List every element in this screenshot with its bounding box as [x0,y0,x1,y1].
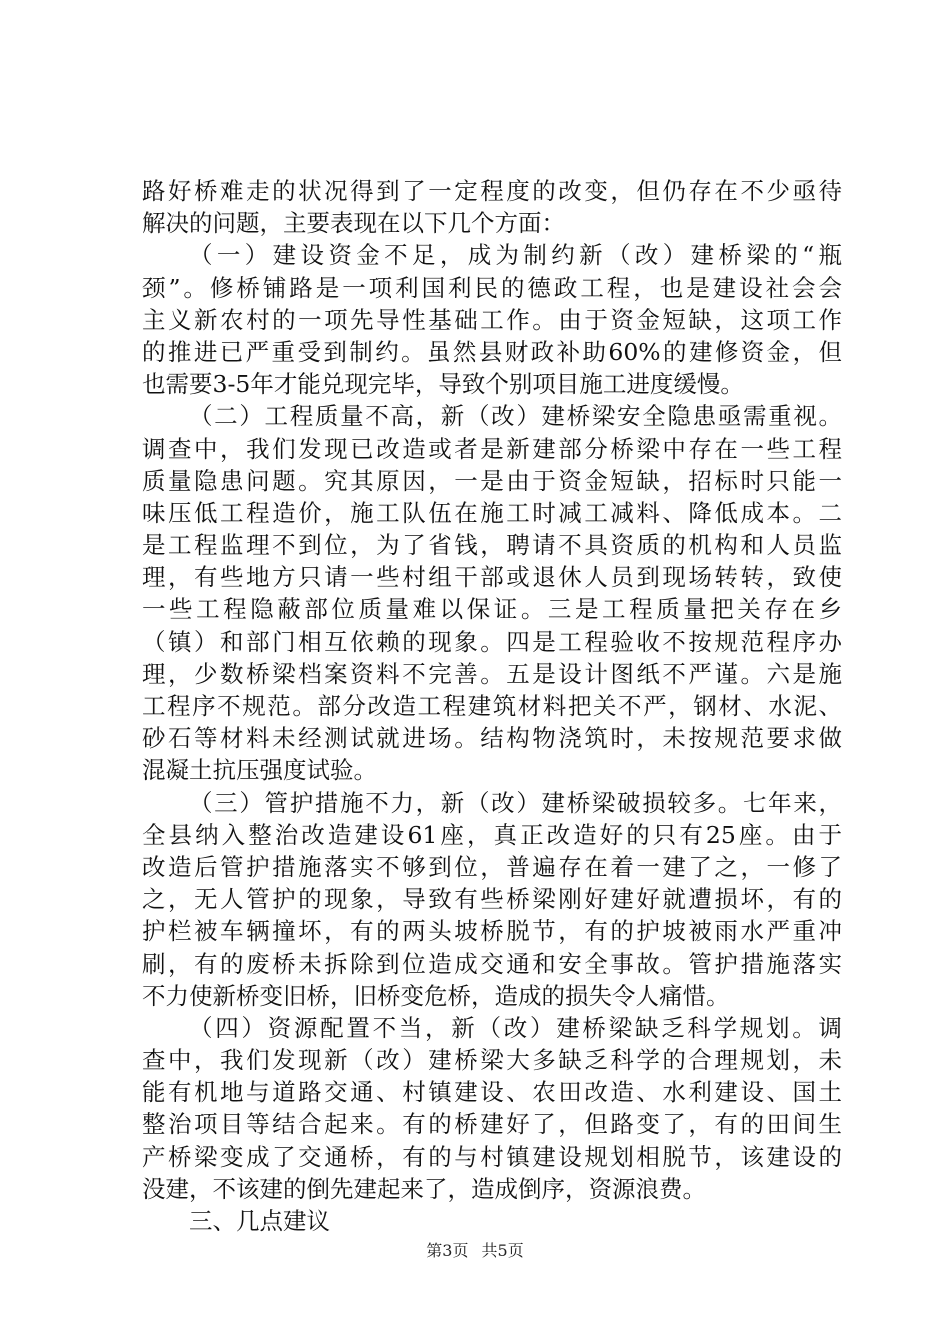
text-line: （三）管护措施不力，新（改）建桥梁破损较多。七年来， [189,788,842,817]
text-line: （镇）和部门相互依赖的现象。四是工程验收不按规范程序办 [142,627,842,656]
text-line: 砂石等材料未经测试就进场。结构物浇筑时，未按规范要求做 [142,724,842,753]
text-line: 护栏被车辆撞坏，有的两头坡桥脱节，有的护坡被雨水严重冲 [142,917,842,946]
document-body [142,175,842,1237]
text-line: 刷，有的废桥未拆除到位造成交通和安全事故。管护措施落实 [142,949,842,978]
text-line: 整治项目等结合起来。有的桥建好了，但路变了，有的田间生 [142,1110,842,1139]
text-line: 是工程监理不到位，为了省钱，聘请不具资质的机构和人员监 [142,531,842,560]
text-line: 颈”。修桥铺路是一项利国利民的德政工程，也是建设社会会 [142,273,842,302]
text-line: 全县纳入整治改造建设61座，真正改造好的只有25座。由于 [142,820,842,849]
text-line: 理，有些地方只请一些村组干部或退休人员到现场转转，致使 [142,563,842,592]
text-line: 没建，不该建的倒先建起来了，造成倒序，资源浪费。 [142,1174,706,1203]
text-line: 工程序不规范。部分改造工程建筑材料把关不严，钢材、水泥、 [142,692,842,720]
text-line: 也需要3-5年才能兑现完毕，导致个别项目施工进度缓慢。 [142,370,744,399]
text-line: 一些工程隐蔽部位质量难以保证。三是工程质量把关存在乡 [142,595,842,624]
text-line: 调查中，我们发现已改造或者是新建部分桥梁中存在一些工程 [142,434,842,463]
text-line: 路好桥难走的状况得到了一定程度的改变，但仍存在不少亟待 [142,177,842,205]
text-line: （四）资源配置不当，新（改）建桥梁缺乏科学规划。调 [189,1013,842,1042]
text-line: 三、几点建议 [189,1207,330,1235]
text-line: 改造后管护措施落实不够到位，普遍存在着一建了之，一修了 [142,852,842,881]
text-line: 味压低工程造价，施工队伍在施工时减工减料、降低成本。二 [142,498,842,527]
text-line: 查中，我们发现新（改）建桥梁大多缺乏科学的合理规划，未 [142,1046,842,1075]
text-line: 产桥梁变成了交通桥，有的与村镇建设规划相脱节，该建设的 [142,1142,842,1171]
text-line: 能有机地与道路交通、村镇建设、农田改造、水利建设、国土 [142,1078,842,1107]
text-line: 不力使新桥变旧桥，旧桥变危桥，造成的损失令人痛惜。 [142,981,730,1010]
text-line: 质量隐患问题。究其原因，一是由于资金短缺，招标时只能一 [142,466,842,495]
text-line: 解决的问题，主要表现在以下几个方面： [142,209,565,238]
text-line: 混凝土抗压强度试验。 [142,756,377,785]
text-line: 主义新农村的一项先导性基础工作。由于资金短缺，这项工作 [142,305,842,334]
text-line: （二）工程质量不高，新（改）建桥梁安全隐患亟需重视。 [189,402,842,431]
page-total: 共5页 [481,1241,524,1260]
text-line: 之，无人管护的现象，导致有些桥梁刚好建好就遭损坏，有的 [142,885,842,914]
text-line: （一）建设资金不足，成为制约新（改）建桥梁的“瓶 [189,241,842,270]
page-number: 第3页 [426,1241,469,1260]
text-line: 的推进已严重受到制约。虽然县财政补助60%的建修资金，但 [142,337,842,366]
text-line: 理，少数桥梁档案资料不完善。五是设计图纸不严谨。六是施 [142,659,842,688]
page-footer [0,1241,950,1261]
